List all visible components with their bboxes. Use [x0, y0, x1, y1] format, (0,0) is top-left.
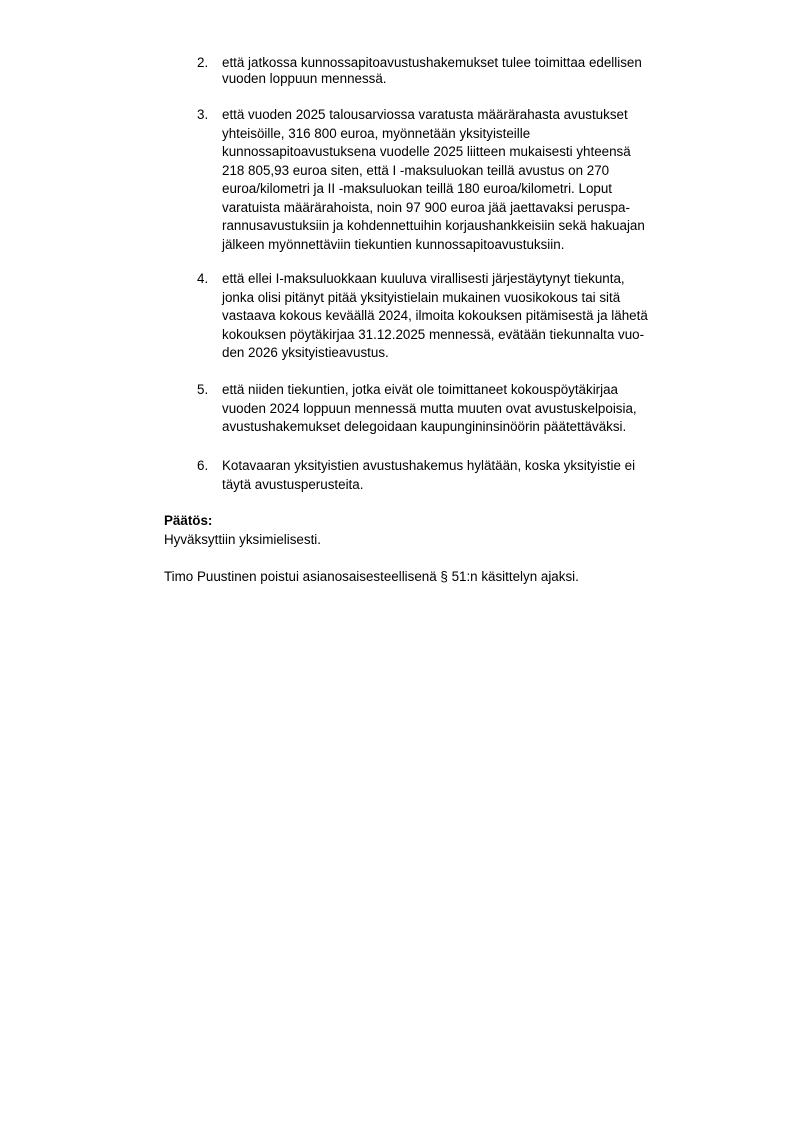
item-line: jälkeen myönnettäviin tiekuntien kunnossapitoavustuksiin.	[222, 236, 565, 252]
item-line: vuoden loppuun mennessä.	[222, 71, 387, 86]
item-line: että jatkossa kunnossapitoavustushakemukset tulee toimittaa edellisen	[222, 55, 642, 70]
decision-heading: Päätös:	[164, 513, 213, 528]
item-line: kokouksen pöytäkirjaa 31.12.2025 mennessä, evätään tiekunnalta vuo-	[222, 326, 645, 342]
item-line: euroa/kilometri ja II -maksuluokan teillä 180 euroa/kilometri. Loput	[222, 181, 613, 196]
item-number: 6.	[197, 458, 209, 473]
item-line: että ellei I-maksuluokkaan kuuluva virallisesti järjestäytynyt tiekunta,	[222, 271, 625, 286]
item-line: vastaava kokous keväällä 2024, ilmoita kokouksen pitämisestä ja lähetä	[222, 308, 648, 323]
item-line: rannusavustuksiin ja kohdennettuihin korjaushankkeisiin sekä hakuajan	[222, 218, 645, 233]
item-line: että vuoden 2025 talousarviossa varatusta määrärahasta avustukset	[222, 107, 628, 122]
item-line: den 2026 yksityistieavustus.	[222, 345, 389, 360]
item-line: varatuista määrärahoista, noin 97 900 euroa jää jaettavaksi peruspa-	[222, 199, 630, 215]
decision-text: Hyväksyttiin yksimielisesti.	[164, 532, 321, 547]
disqualification-note: Timo Puustinen poistui asianosaisesteellisenä § 51:n käsittelyn ajaksi.	[164, 569, 579, 584]
item-line: että niiden tiekuntien, jotka eivät ole toimittaneet kokouspöytäkirjaa	[222, 382, 619, 397]
item-number: 2.	[197, 55, 209, 70]
item-number: 5.	[197, 382, 209, 397]
item-line: 218 805,93 euroa siten, että I -maksuluokan teillä avustus on 270	[222, 162, 610, 178]
item-number: 3.	[197, 107, 209, 122]
item-line: yhteisöille, 316 800 euroa, myönnetään yksityisteille	[222, 125, 531, 141]
item-line: täytä avustusperusteita.	[222, 476, 364, 492]
item-line: vuoden 2024 loppuun mennessä mutta muuten ovat avustuskelpoisia,	[222, 400, 637, 416]
item-line: avustushakemukset delegoidaan kaupungininsinöörin päätettäväksi.	[222, 419, 627, 434]
item-number: 4.	[197, 271, 209, 286]
item-line: kunnossapitoavustuksena vuodelle 2025 liitteen mukaisesti yhteensä	[222, 144, 631, 159]
item-line: Kotavaaran yksityistien avustushakemus hylätään, koska yksityistie ei	[222, 458, 636, 473]
item-line: jonka olisi pitänyt pitää yksityistielain mukainen vuosikokous tai sitä	[222, 289, 621, 305]
